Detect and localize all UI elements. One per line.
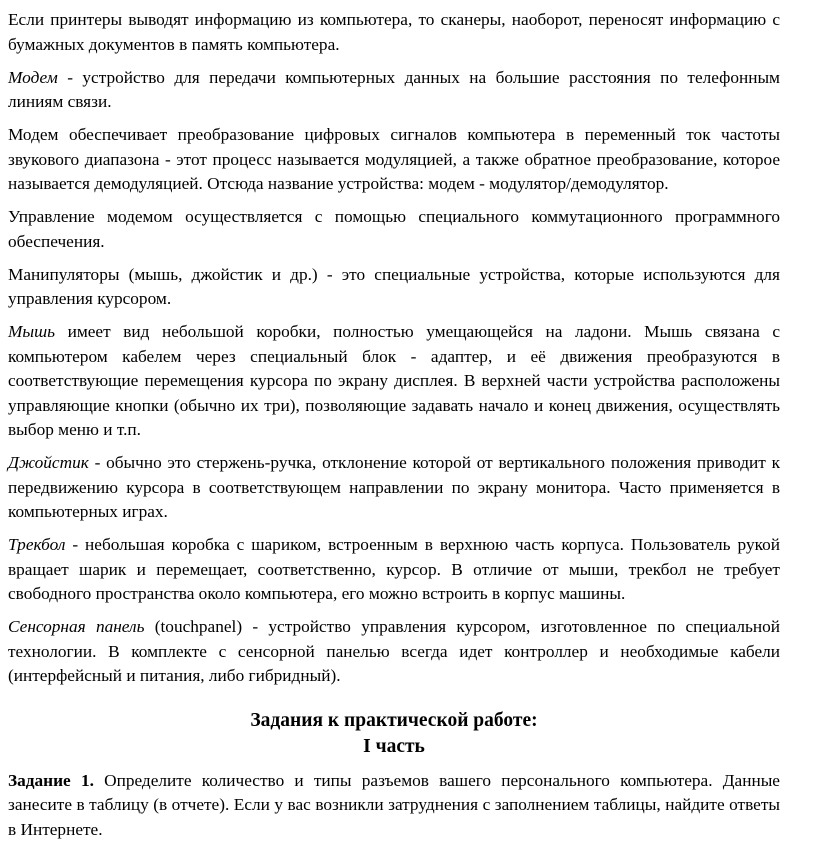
paragraph-modem-control: Управление модемом осуществляется с помощью специального коммутационного программного обеспечения. [8, 205, 780, 254]
term-joystick: Джойстик [8, 453, 89, 472]
paragraph-printers-scanners: Если принтеры выводят информацию из компьютера, то сканеры, наоборот, переносят информацию с бумажных документов в память компьютера. [8, 8, 780, 57]
mouse-description-text: имеет вид небольшой коробки, полностью умещающейся на ладони. Мышь связана с компьютером кабелем через специальный блок - адаптер, и её движения преобразуются в соответствующие перемещения курсора по экрану дисплея. В верхней части устройства расположены управляющие кнопки (обычно их три), позволяющие задавать начало и конец движения, осуществлять выбор меню и т.п. [8, 322, 780, 439]
modem-definition-text: - устройство для передачи компьютерных данных на большие расстояния по телефонным линиям связи. [8, 68, 780, 112]
paragraph-mouse [8, 320, 780, 443]
paragraph-joystick [8, 451, 780, 525]
task-1-text: Определите количество и типы разъемов вашего персонального компьютера. Данные занесите в таблицу (в отчете). Если у вас возникли затруднения с заполнением таблицы, найдите ответы в Интернете. [8, 771, 780, 839]
paragraph-trackball [8, 533, 780, 607]
term-touchpanel: Сенсорная панель [8, 617, 144, 636]
term-modem: Модем [8, 68, 58, 87]
trackball-description-text: - небольшая коробка с шариком, встроенным в верхнюю часть корпуса. Пользователь рукой вращает шарик и перемещает, соответственно, курсор. В отличие от мыши, трекбол не требует свободного пространства около компьютера, его можно встроить в корпус машины. [8, 535, 780, 603]
task-1-label: Задание 1. [8, 771, 94, 790]
paragraph-touchpanel [8, 615, 780, 689]
section-subtitle: I часть [8, 734, 780, 760]
joystick-description-text: - обычно это стержень-ручка, отклонение которой от вертикального положения приводит к передвижению курсора в соответствующем направлении по экрану монитора. Часто применяется в компьютерных играх. [8, 453, 780, 521]
term-mouse: Мышь [8, 322, 55, 341]
section-title: Задания к практической работе: [8, 708, 780, 734]
paragraph-manipulators: Манипуляторы (мышь, джойстик и др.) - это специальные устройства, которые используются для управления курсором. [8, 263, 780, 312]
section-heading [8, 708, 780, 760]
paragraph-task-1 [8, 769, 780, 842]
term-trackball: Трекбол [8, 535, 65, 554]
paragraph-modem-definition [8, 66, 780, 115]
paragraph-modem-modulation: Модем обеспечивает преобразование цифровых сигналов компьютера в переменный ток частоты звукового диапазона - этот процесс называется модуляцией, а также обратное преобразование, которое называется демодуляцией. Отсюда название устройства: модем - модулятор/демодулятор. [8, 123, 780, 197]
touchpanel-description-text: (touchpanel) - устройство управления курсором, изготовленное по специальной технологии. В комплекте с сенсорной панелью всегда идет контроллер и необходимые кабели (интерфейсный и питания, либо гибридный). [8, 617, 780, 685]
